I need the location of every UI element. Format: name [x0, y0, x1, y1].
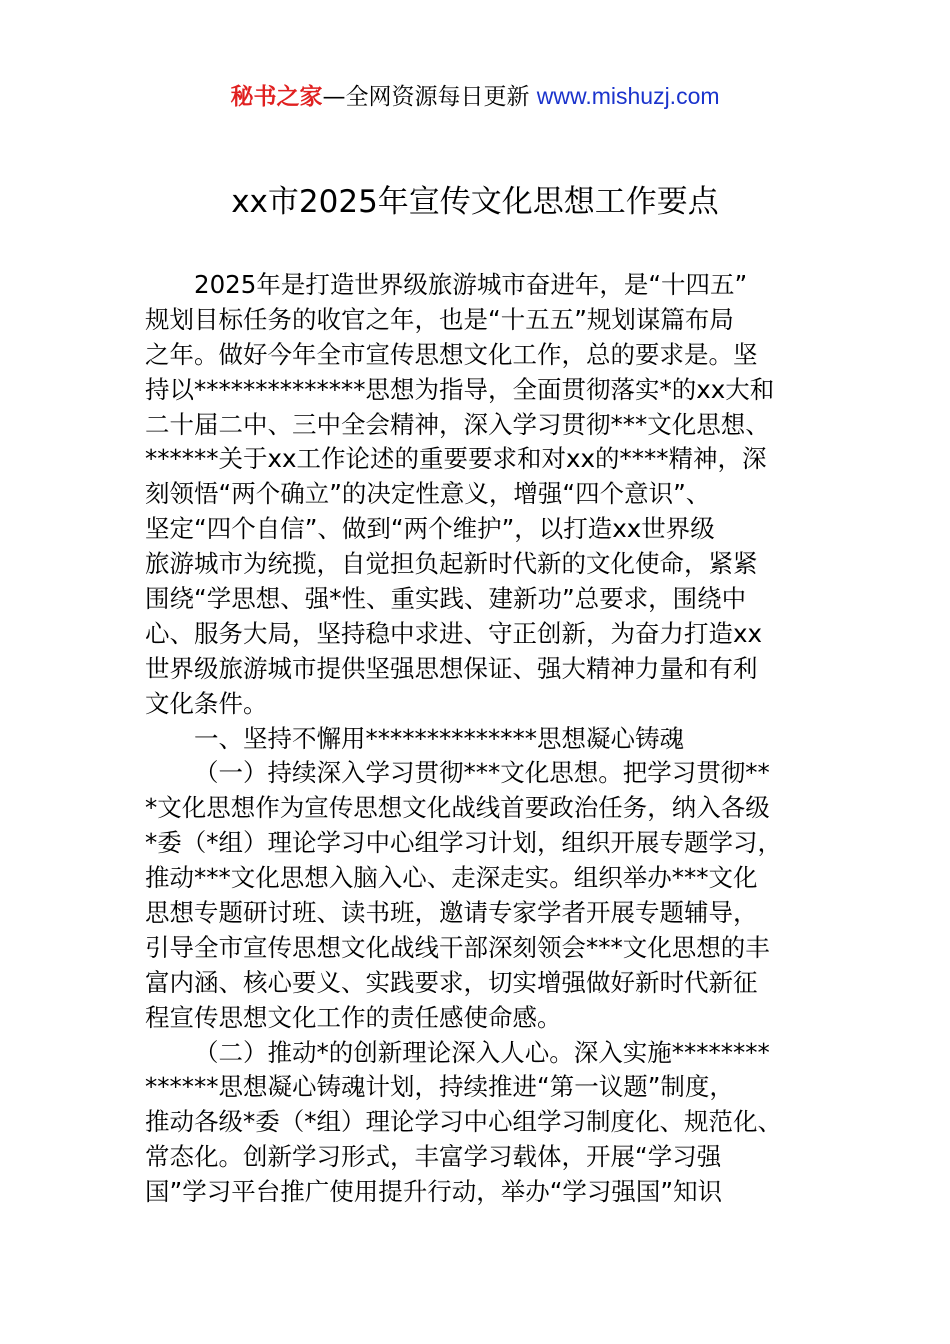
- body-line: 思想专题研讨班、读书班，邀请专家学者开展专题辅导，: [145, 898, 758, 928]
- site-header: [0, 80, 950, 113]
- body-line: ******关于xx工作论述的重要要求和对xx的****精神，深: [145, 444, 767, 474]
- body-line: 引导全市宣传思想文化战线干部深刻领会***文化思想的丰: [145, 932, 770, 962]
- body-line: 规划目标任务的收官之年，也是“十五五”规划谋篇布局: [145, 304, 734, 334]
- body-line: 推动***文化思想入脑入心、走深走实。组织举办***文化: [145, 863, 758, 893]
- body-line: ******思想凝心铸魂计划，持续推进“第一议题”制度，: [145, 1072, 734, 1102]
- body-line: （一）持续深入学习贯彻***文化思想。把学习贯彻**: [194, 758, 770, 788]
- document-title: xx市2025年宣传文化思想工作要点: [231, 184, 719, 220]
- body-line: 坚定“四个自信”、做到“两个维护”，以打造xx世界级: [145, 514, 715, 544]
- body-line: 常态化。创新学习形式，丰富学习载体，开展“学习强: [145, 1142, 722, 1172]
- body-line: 国”学习平台推广使用提升行动，举办“学习强国”知识: [145, 1177, 723, 1207]
- site-slogan: —全网资源每日更新: [322, 84, 537, 110]
- body-line: 世界级旅游城市提供坚强思想保证、强大精神力量和有利: [145, 653, 758, 683]
- body-line: 程宣传思想文化工作的责任感使命感。: [145, 1002, 562, 1032]
- body-line: 之年。做好今年全市宣传思想文化工作，总的要求是。坚: [145, 339, 758, 369]
- body-line: 推动各级*委（*组）理论学习中心组学习制度化、规范化、: [145, 1107, 782, 1137]
- body-line: 持以**************思想为指导，全面贯彻落实*的xx大和: [145, 374, 775, 404]
- body-line: *文化思想作为宣传思想文化战线首要政治任务，纳入各级: [145, 793, 770, 823]
- site-brand: 秘书之家: [230, 84, 323, 110]
- site-url[interactable]: www.mishuzj.com: [536, 83, 720, 109]
- document-body: [145, 268, 810, 1210]
- body-line: 围绕“学思想、强*性、重实践、建新功”总要求，围绕中: [145, 584, 747, 614]
- body-line: 二十届二中、三中全会精神，深入学习贯彻***文化思想、: [145, 409, 770, 439]
- body-line: （二）推动*的创新理论深入人心。深入实施********: [194, 1037, 770, 1067]
- body-line: 刻领悟“两个确立”的决定性意义，增强“四个意识”、: [145, 479, 711, 509]
- body-line: *委（*组）理论学习中心组学习计划，组织开展专题学习，: [145, 828, 782, 858]
- body-line: 心、服务大局，坚持稳中求进、守正创新，为奋力打造xx: [145, 618, 762, 648]
- body-line: 旅游城市为统揽，自觉担负起新时代新的文化使命，紧紧: [145, 549, 758, 579]
- body-line: 富内涵、核心要义、实践要求，切实增强做好新时代新征: [145, 967, 758, 997]
- body-line: 2025年是打造世界级旅游城市奋进年，是“十四五”: [194, 270, 748, 299]
- section-heading: 一、坚持不懈用**************思想凝心铸魂: [194, 723, 684, 753]
- body-line: 文化条件。: [145, 688, 268, 718]
